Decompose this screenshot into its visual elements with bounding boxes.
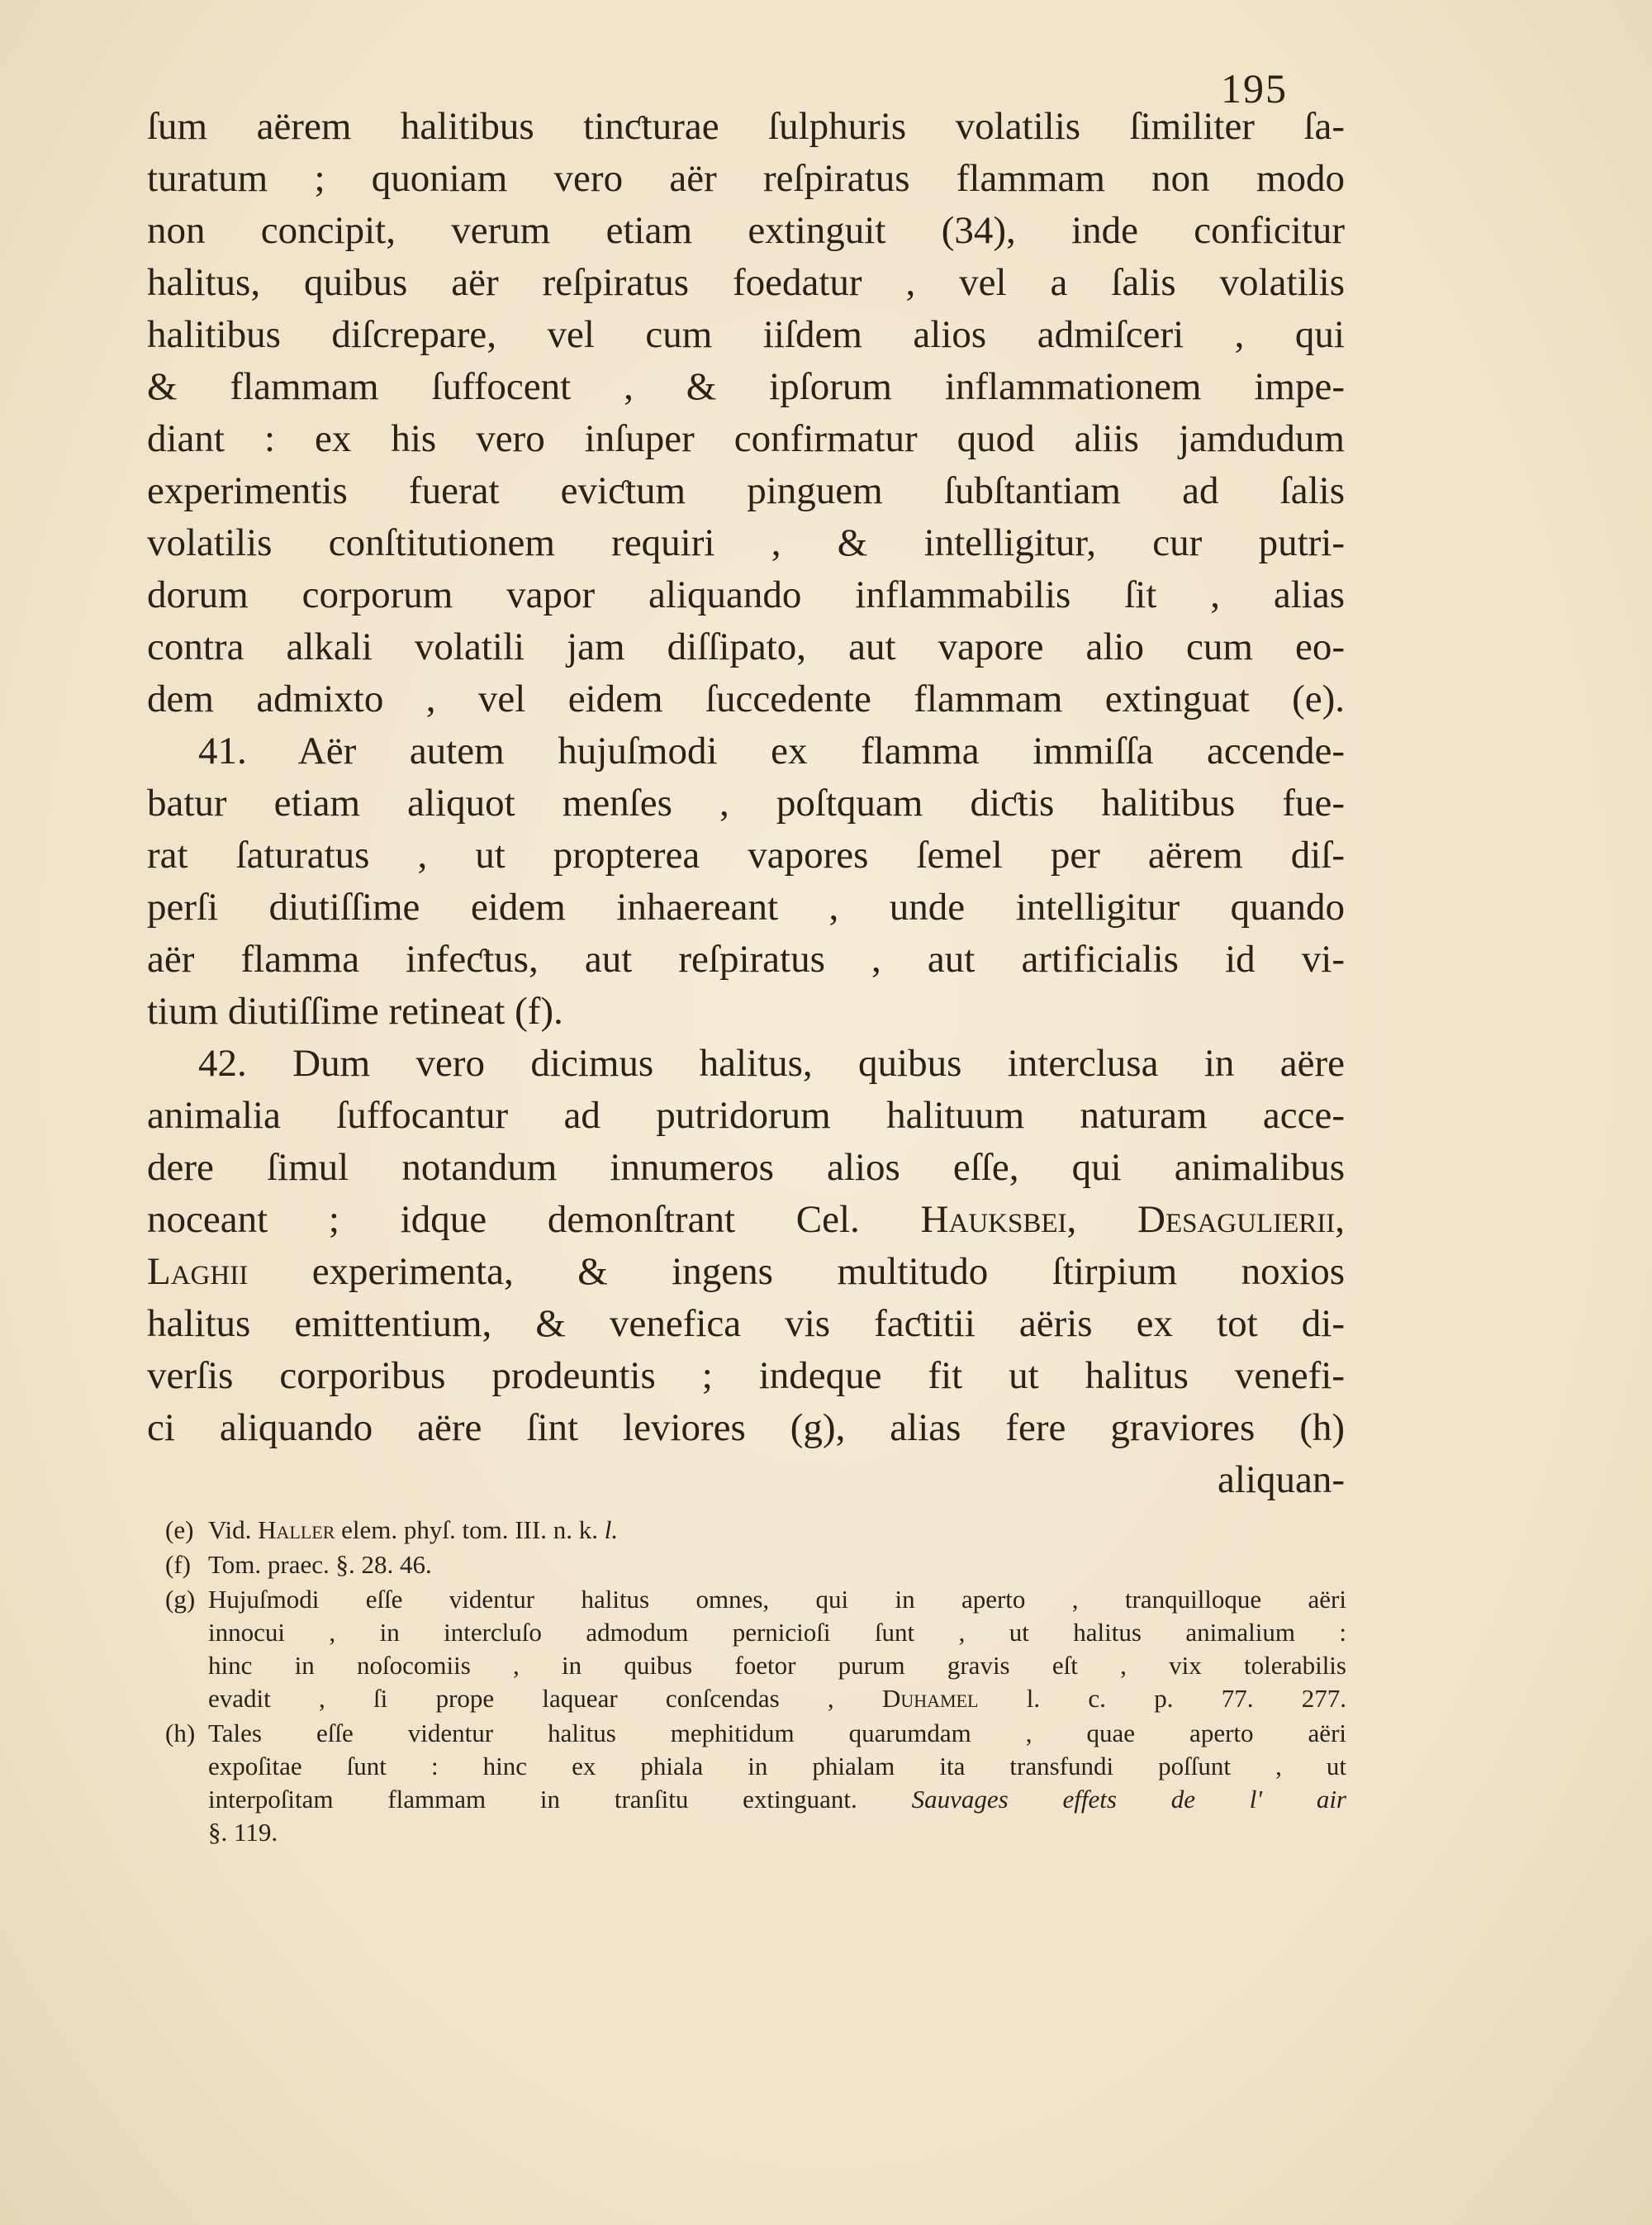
footnote-line	[165, 1682, 1346, 1715]
text-line: turatum ; quoniam vero aër reſpiratus flammam non modo	[147, 157, 1345, 200]
footnote-text: hinc in noſocomiis , in quibus foetor purum gravis eſt , vix tolerabilis	[208, 1651, 1346, 1680]
text-line-with-names	[147, 1246, 1345, 1298]
footnote-text: Vid.	[208, 1515, 252, 1544]
text-line: perſi diutiſſime eidem inhaereant , unde intelligitur quando	[147, 886, 1345, 929]
footnote-text: Tales eſſe videntur halitus mephitidum quarumdam , quae aperto aëri	[208, 1719, 1346, 1747]
text-line: rat ſaturatus , ut propterea vapores ſemel per aërem diſ-	[147, 834, 1345, 877]
footnote-citation: Sauvages effets de l' air	[911, 1785, 1346, 1814]
footnote-text: elem. phyſ. tom. III. n. k.	[341, 1515, 598, 1544]
text-line: ſum aërem halitibus tinƈturae ſulphuris volatilis ſimiliter ſa-	[147, 105, 1345, 148]
text-line: non concipit, verum etiam extinguit (34), inde conficitur	[147, 209, 1345, 252]
text-line: volatilis conſtitutionem requiri , & intelligitur, cur putri-	[147, 521, 1345, 564]
footnotes	[165, 1514, 1346, 1851]
footnote-line	[165, 1783, 1346, 1816]
text-line: & flammam ſuffocent , & ipſorum inflammationem impe-	[147, 365, 1345, 408]
text-line: diant : ex his vero inſuper confirmatur quod aliis jamdudum	[147, 417, 1345, 460]
paragraph-42-start: 42. Dum vero dicimus halitus, quibus interclusa in aëre	[198, 1042, 1345, 1085]
author-name: Duhamel	[881, 1684, 979, 1713]
footnote-text: l.	[604, 1515, 619, 1544]
text-fragment: experimenta, & ingens multitudo ſtirpium noxios	[311, 1250, 1346, 1293]
text-line: verſis corporibus prodeuntis ; indeque fit ut halitus venefi-	[147, 1354, 1345, 1397]
text-fragment: noceant ; idque demonſtrant Cel.	[147, 1198, 860, 1241]
footnote-e	[165, 1514, 1346, 1547]
footnote-text: interpoſitam flammam in tranſitu extinguant.	[208, 1785, 857, 1814]
text-line-with-names: noceant ; idque demonſtrant Cel. Hauksbei, Desagulierii,	[147, 1198, 1346, 1241]
footnote-text: innocui , in intercluſo admodum pernicioſi ſunt , ut halitus animalium :	[208, 1618, 1346, 1647]
footnote-mark: (e)	[165, 1515, 194, 1544]
text-line: contra alkali volatili jam diſſipato, aut vapore alio cum eo-	[147, 625, 1345, 668]
footnote-mark: (g)	[165, 1585, 196, 1614]
text-line: tium diutiſſime retineat (f).	[147, 990, 563, 1033]
text-line: aër flamma infeƈtus, aut reſpiratus , aut artificialis id vi-	[147, 938, 1345, 981]
text-line: dorum corporum vapor aliquando inflammabilis ſit , alias	[147, 573, 1345, 616]
author-name: Hauksbei	[920, 1198, 1067, 1241]
catchword: aliquan-	[1218, 1458, 1345, 1501]
footnote-f	[165, 1548, 1346, 1581]
text-line: batur etiam aliquot menſes , poſtquam diƈtis halitibus fue-	[147, 782, 1345, 825]
text-line: experimentis fuerat eviƈtum pinguem ſubſtantiam ad ſalis	[147, 469, 1345, 512]
text-line: halitus, quibus aër reſpiratus foedatur , vel a ſalis volatilis	[147, 261, 1345, 304]
footnote-mark: (f)	[165, 1550, 191, 1579]
text-line: ci aliquando aëre ſint leviores (g), alias fere graviores (h)	[147, 1406, 1345, 1449]
main-text	[147, 101, 1345, 1506]
author-name: Laghii	[147, 1250, 249, 1293]
text-line: dem admixto , vel eidem ſuccedente flammam extinguat (e).	[147, 677, 1345, 720]
author-name: Haller	[258, 1515, 335, 1544]
footnote-text: §. 119.	[208, 1818, 278, 1847]
author-name: Desagulierii	[1137, 1198, 1336, 1241]
footnote-text: evadit , ſi prope laquear conſcendas ,	[208, 1684, 834, 1713]
footnote-h	[165, 1717, 1346, 1849]
paragraph-41-start: 41. Aër autem hujuſmodi ex flamma immiſſa accende-	[198, 730, 1345, 773]
footnote-text: l. c. p. 77. 277.	[1026, 1684, 1347, 1713]
text-line: halitibus diſcrepare, vel cum iiſdem alios admiſceri , qui	[147, 313, 1345, 356]
footnote-text: expoſitae ſunt : hinc ex phiala in phialam ita transfundi poſſunt , ut	[208, 1752, 1346, 1780]
footnote-text: Tom. praec. §. 28. 46.	[208, 1550, 432, 1579]
footnote-mark: (h)	[165, 1719, 196, 1747]
footnote-g	[165, 1583, 1346, 1715]
page-number: 195	[1221, 65, 1288, 112]
text-line: animalia ſuffocantur ad putridorum halituum naturam acce-	[147, 1094, 1345, 1137]
text-line: halitus emittentium, & venefica vis faƈtitii aëris ex tot di-	[147, 1302, 1345, 1345]
footnote-text: Hujuſmodi eſſe videntur halitus omnes, qui in aperto , tranquilloque aëri	[208, 1585, 1346, 1614]
text-line: dere ſimul notandum innumeros alios eſſe, qui animalibus	[147, 1146, 1345, 1189]
